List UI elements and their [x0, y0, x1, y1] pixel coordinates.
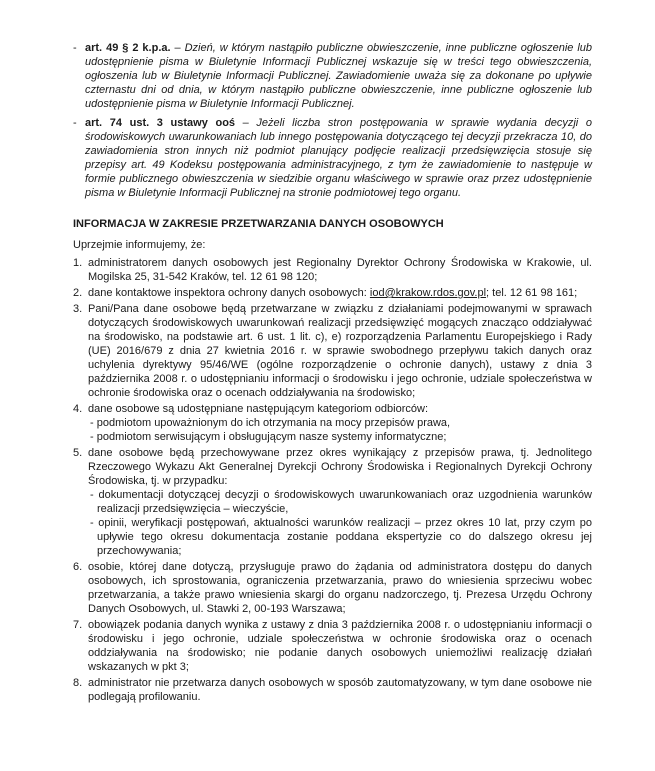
list-item-number: 5. [73, 447, 83, 459]
sub-item: - podmiotom upoważnionym do ich otrzymania na mocy przepisów prawa, [90, 417, 451, 429]
list-item-6 [73, 560, 592, 616]
contact-text-after: ; tel. 12 61 98 161; [486, 287, 578, 299]
legal-note-quote: Jeżeli liczba stron postępowania w sprawie wydania decyzji o środowiskowych uwarunkowaniach lub innego postępowania dotyczącego tej decyzji przekracza 10, do zawiadomienia stron innych niż podmiot planujący podjęcie realizacji przedsięwzięcia stosuje się przepisy art. 49 Kodeksu postępowania administracyjnego, z tym że zawiadomienie to następuje w formie publicznego obwieszczenia w siedzibie organu właściwego w sprawie oraz przez udostępnienie pisma w Biuletynie Informacji Publicznej na stronie podmiotowej tego organu. [85, 117, 593, 199]
legal-note-oos [73, 116, 592, 200]
list-item-number: 4. [73, 403, 83, 415]
rodo-list [73, 256, 592, 704]
legal-note-quote: Dzień, w którym nastąpiło publiczne obwieszczenie, inne publiczne ogłoszenie lub udostępnienie pisma w Biuletynie Informacji Publicznej wskazuje się w treści tego obwieszczenia, ogłoszenia lub w Biuletynie Informacji Publicznej. Zawiadomienie uważa się za dokonane po upływie czternastu dni od dnia, w którym nastąpiło publiczne obwieszczenie, inne publiczne ogłoszenie lub udostępnienie pisma w Biuletynie Informacji Publicznej. [85, 42, 593, 110]
legal-note-separator: – [170, 42, 185, 54]
list-item-text: obowiązek podania danych wynika z ustawy z dnia 3 października 2008 r. o udostępnianiu informacji o środowisku i jego ochronie, udziale społeczeństwa w ochronie środowiska oraz o ocenach oddziaływania na środowisko; nie podanie danych osobowych uniemożliwi realizację działań wskazanych w pkt 3; [88, 619, 592, 673]
list-item-intro: dane osobowe będą przechowywane przez okres wynikający z przepisów prawa, tj. Jednolitego Rzeczowego Wykazu Akt Generalnej Dyrekcji Ochrony Środowiska i Regionalnych Dyrekcji Ochrony Środowiska, tj. w przypadku: [88, 447, 592, 487]
list-item-text: administratorem danych osobowych jest Regionalny Dyrektor Ochrony Środowiska w Krakowie, ul. Mogilska 25, 31-542 Kraków, tel. 12 61 98 120; [88, 257, 592, 283]
legal-note-lead: art. 74 ust. 3 ustawy ooś [85, 117, 236, 129]
list-item-3 [73, 302, 592, 400]
intro-line: Uprzejmie informujemy, że: [73, 239, 206, 251]
list-item-text: Pani/Pana dane osobowe będą przetwarzane w związku z działaniami podejmowanymi w sprawach dotyczących środowiskowych uwarunkowań realizacji przedsięwzięć mogących znacząco oddziaływać na środowisko, na podstawie art. 6 ust. 1 lit. c), e) rozporządzenia Parlamentu Europejskiego i Rady (UE) 2016/679 z dnia 27 kwietnia 2016 r. w sprawie swobodnego przepływu takich danych oraz uchylenia dyrektywy 95/46/WE (ogólne rozporządzenie o ochronie danych), ustawy z dnia 3 października 2008 r. o udostępnianiu informacji o środowisku i jego ochronie, udziale społeczeństwa w ochronie środowiska oraz o ocenach oddziaływania na środowisko; [88, 303, 592, 399]
list-item-5 [73, 446, 592, 558]
email-link[interactable]: iod@krakow.rdos.gov.pl [369, 287, 487, 299]
list-item-intro: dane osobowe są udostępniane następującym kategoriom odbiorców: [88, 403, 428, 415]
list-item-7 [73, 618, 592, 674]
list-item-number: 1. [73, 257, 83, 269]
sub-item: - podmiotom serwisującym i obsługującym nasze systemy informatyczne; [90, 431, 447, 443]
legal-note-separator: – [235, 117, 257, 129]
list-item-4 [73, 402, 592, 444]
list-item-text: osobie, której dane dotyczą, przysługuje prawo do żądania od administratora dostępu do danych osobowych, ich sprostowania, ograniczenia przetwarzania, prawo do wniesienia sprzeciwu wobec przetwarzania, a także prawo wniesienia skargi do organu nadzorczego, tj. Prezesa Urzędu Ochrony Danych Osobowych, ul. Stawki 2, 00-193 Warszawa; [88, 561, 592, 615]
list-item-number: 6. [73, 561, 83, 573]
list-item-number: 3. [73, 303, 83, 315]
section-heading: INFORMACJA W ZAKRESIE PRZETWARZANIA DANYCH OSOBOWYCH [73, 218, 444, 230]
bullet-dash: - [73, 117, 77, 129]
list-item-2 [73, 286, 592, 300]
legal-note-kpa [73, 41, 592, 111]
list-item-text [88, 402, 592, 444]
list-item-text [88, 446, 592, 558]
list-item-number: 8. [73, 677, 83, 689]
list-item-text: administrator nie przetwarza danych osobowych w sposób zautomatyzowany, w tym dane osobowe nie podlegają profilowaniu. [88, 677, 592, 703]
contact-text-before: dane kontaktowe inspektora ochrony danych osobowych: [88, 287, 370, 299]
list-item-number: 7. [73, 619, 83, 631]
sub-item: - dokumentacji dotyczącej decyzji o środowiskowych uwarunkowaniach oraz uzgodnienia warunków realizacji przedsięwzięcia – wieczyście, [90, 489, 592, 515]
list-item-text [88, 286, 592, 300]
list-item-1 [73, 256, 592, 284]
legal-note-text [85, 41, 592, 111]
list-item-8 [73, 676, 592, 704]
legal-note-text [85, 116, 592, 200]
sub-item: - opinii, weryfikacji postępowań, aktualności warunków realizacji – przez okres 10 lat, przy czym po upływie tego okresu dokumentacja zostanie poddana ekspertyzie co do dalszego okresu jej przechowywania; [90, 517, 592, 557]
bullet-dash: - [73, 42, 77, 54]
legal-note-lead: art. 49 § 2 k.p.a. [85, 42, 171, 54]
list-item-number: 2. [73, 287, 83, 299]
